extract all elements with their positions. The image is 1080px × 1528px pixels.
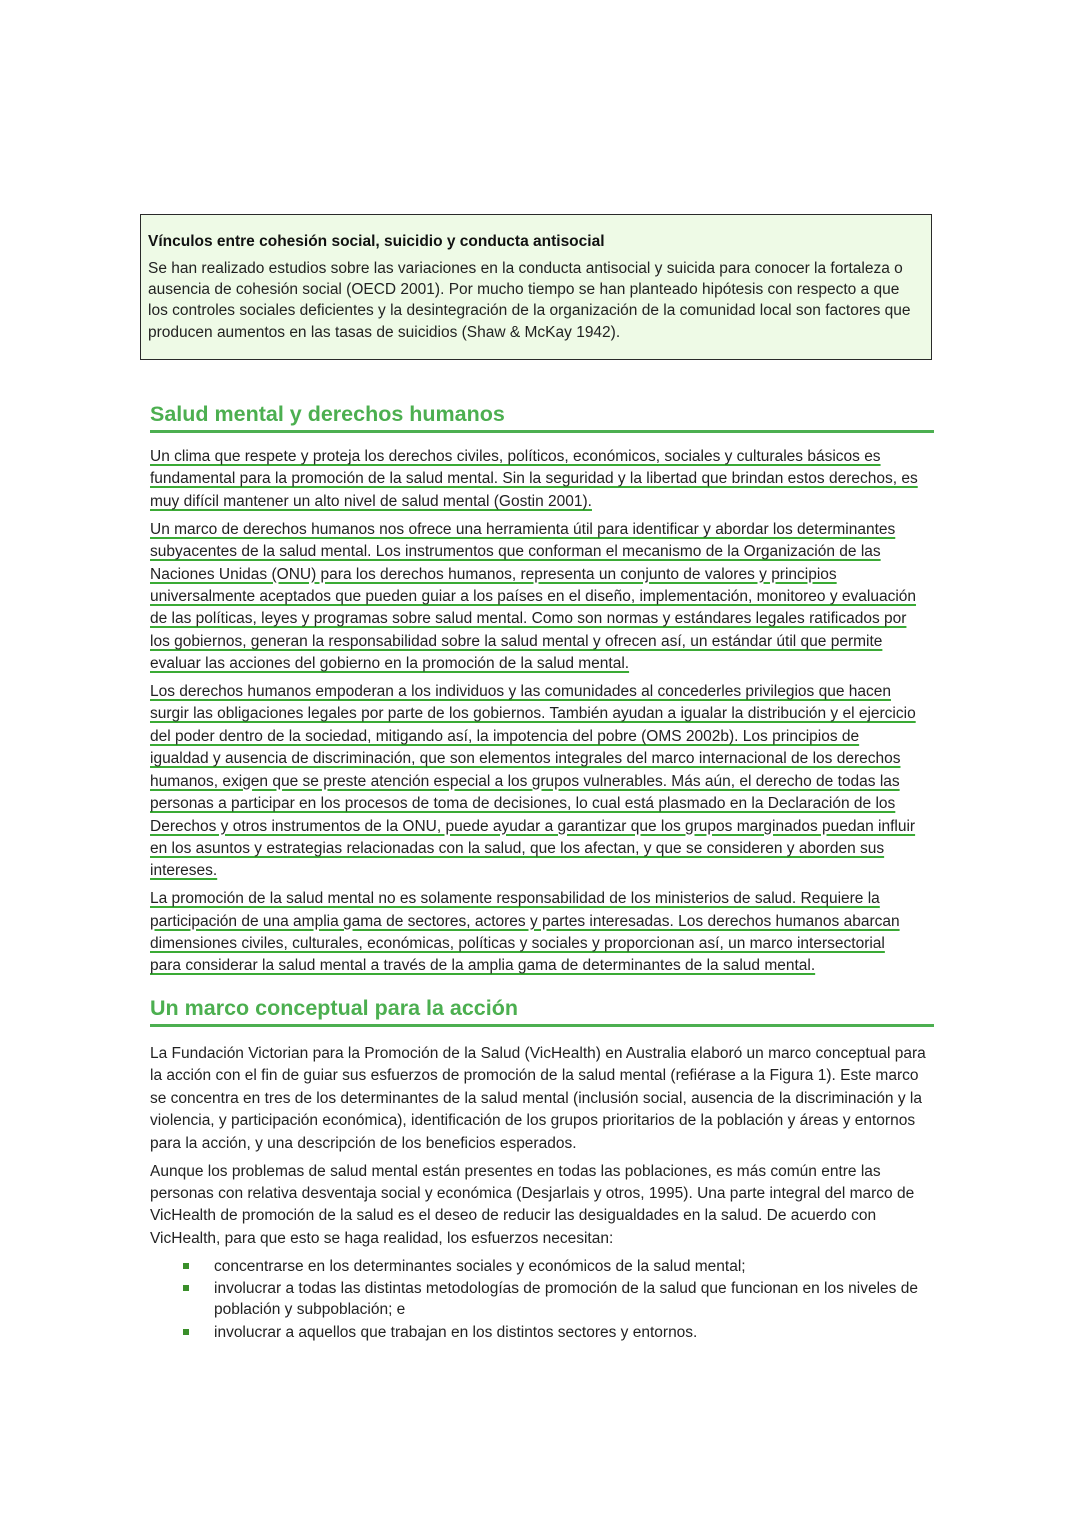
list-item-text: concentrarse en los determinantes sociales y económicos de la salud mental; — [214, 1257, 746, 1275]
paragraph: Aunque los problemas de salud mental están presentes en todas las poblaciones, es más común entre las personas con relativa desventaja social y económica (Desjarlais y otros, 1995). Una parte integral del marco de VicHealth de promoción de la salud es el deseo de reducir las desigualdades en la salud. De acuerdo con VicHealth, para que esto se haga realidad, los esfuerzos necesitan: — [150, 1162, 915, 1247]
paragraph: La Fundación Victorian para la Promoción de la Salud (VicHealth) en Australia elaboró un marco conceptual para la acción con el fin de guiar sus esfuerzos de promoción de la salud mental (refiérase a la Figura 1). Este marco se concentra en tres de los determinantes de la salud mental (inclusión social, ausencia de la discriminación y la violencia, y participación económica), identificación de los grupos prioritarios de la población y áreas y entornos para la acción, y una descripción de los beneficios esperados. — [150, 1045, 926, 1152]
list-item-text: involucrar a todas las distintas metodologías de promoción de la salud que funcionan en los niveles de población y subpoblación; e — [214, 1279, 918, 1319]
square-bullet-icon — [183, 1263, 189, 1269]
section-human-rights — [150, 400, 934, 983]
highlighted-text: Un marco de derechos humanos nos ofrece una herramienta útil para identificar y abordar los determinantes subyacentes de la salud mental. Los instrumentos que conforman el mecanismo de la Organización de las Naciones Unidas (ONU) para los derechos humanos, representa un conjunto de valores y principios universalmente aceptados que pueden guiar a los países en el diseño, implementación, monitoreo y evaluación de las políticas, leyes y programas sobre salud mental. Como son normas y estándares legales ratificados por los gobiernos, generan la responsabilidad sobre la salud mental y ofrecen así, un estándar útil que permite evaluar las acciones del gobierno en la promoción de la salud mental. — [150, 520, 917, 673]
highlighted-text: Un clima que respete y proteja los derechos civiles, políticos, económicos, sociales y culturales básicos es fundamental para la promoción de la salud mental. Sin la seguridad y la libertad que brindan estos derechos, es muy difícil mantener un alto nivel de salud mental (Gostin 2001). — [150, 448, 918, 510]
section-conceptual-framework — [150, 994, 934, 1344]
list-item — [214, 1322, 934, 1344]
section-heading: Un marco conceptual para la acción — [150, 994, 934, 1027]
paragraph — [150, 519, 934, 676]
callout-box — [140, 214, 932, 360]
square-bullet-icon — [183, 1329, 189, 1335]
list-item — [214, 1278, 934, 1321]
square-bullet-icon — [183, 1285, 189, 1291]
callout-title: Vínculos entre cohesión social, suicidio y conducta antisocial — [148, 233, 605, 250]
paragraph — [150, 888, 934, 978]
section-heading: Salud mental y derechos humanos — [150, 400, 934, 433]
callout-body: Se han realizado estudios sobre las variaciones en la conducta antisocial y suicida para conocer la fortaleza o ausencia de cohesión social (OECD 2001). Por mucho tiempo se han planteado hipótesis con respecto a que los controles sociales deficientes y la desintegración de la organización de la comunidad local son factores que producen aumentos en las tasas de suicidios (Shaw & McKay 1942). — [148, 260, 911, 341]
list-item-text: involucrar a aquellos que trabajan en los distintos sectores y entornos. — [214, 1323, 698, 1341]
paragraph — [150, 681, 934, 883]
highlighted-text: La promoción de la salud mental no es solamente responsabilidad de los ministerios de salud. Requiere la participación de una amplia gama de sectores, actores y partes interesadas. Los derechos humanos abarcan dimensiones civiles, culturales, económicas, políticas y sociales y proporcionan así, un marco intersectorial para considerar la salud mental a través de la amplia gama de determinantes de la salud mental. — [150, 890, 900, 975]
highlighted-text: Los derechos humanos empoderan a los individuos y las comunidades al concederles privilegios que hacen surgir las obligaciones legales por parte de los gobiernos. También ayudan a igualar la distribución y el ejercicio del poder dentro de la sociedad, mitigando así, la impotencia del pobre (OMS 2002b). Los principios de igualdad y ausencia de discriminación, que son elementos integrales del marco internacional de los derechos humanos, exigen que se preste atención especial a los grupos vulnerables. Más aún, el derecho de todas las personas a participar en los procesos de toma de decisiones, lo cual está plasmado en la Declaración de los Derechos y otros instrumentos de la ONU, puede ayudar a garantizar que los grupos marginados puedan influir en los asuntos y estrategias relacionadas con la salud, que los afectan, y que se consideren y aborden sus intereses. — [150, 683, 916, 880]
paragraph — [150, 446, 934, 513]
bullet-list — [150, 1256, 934, 1344]
list-item — [214, 1256, 934, 1278]
